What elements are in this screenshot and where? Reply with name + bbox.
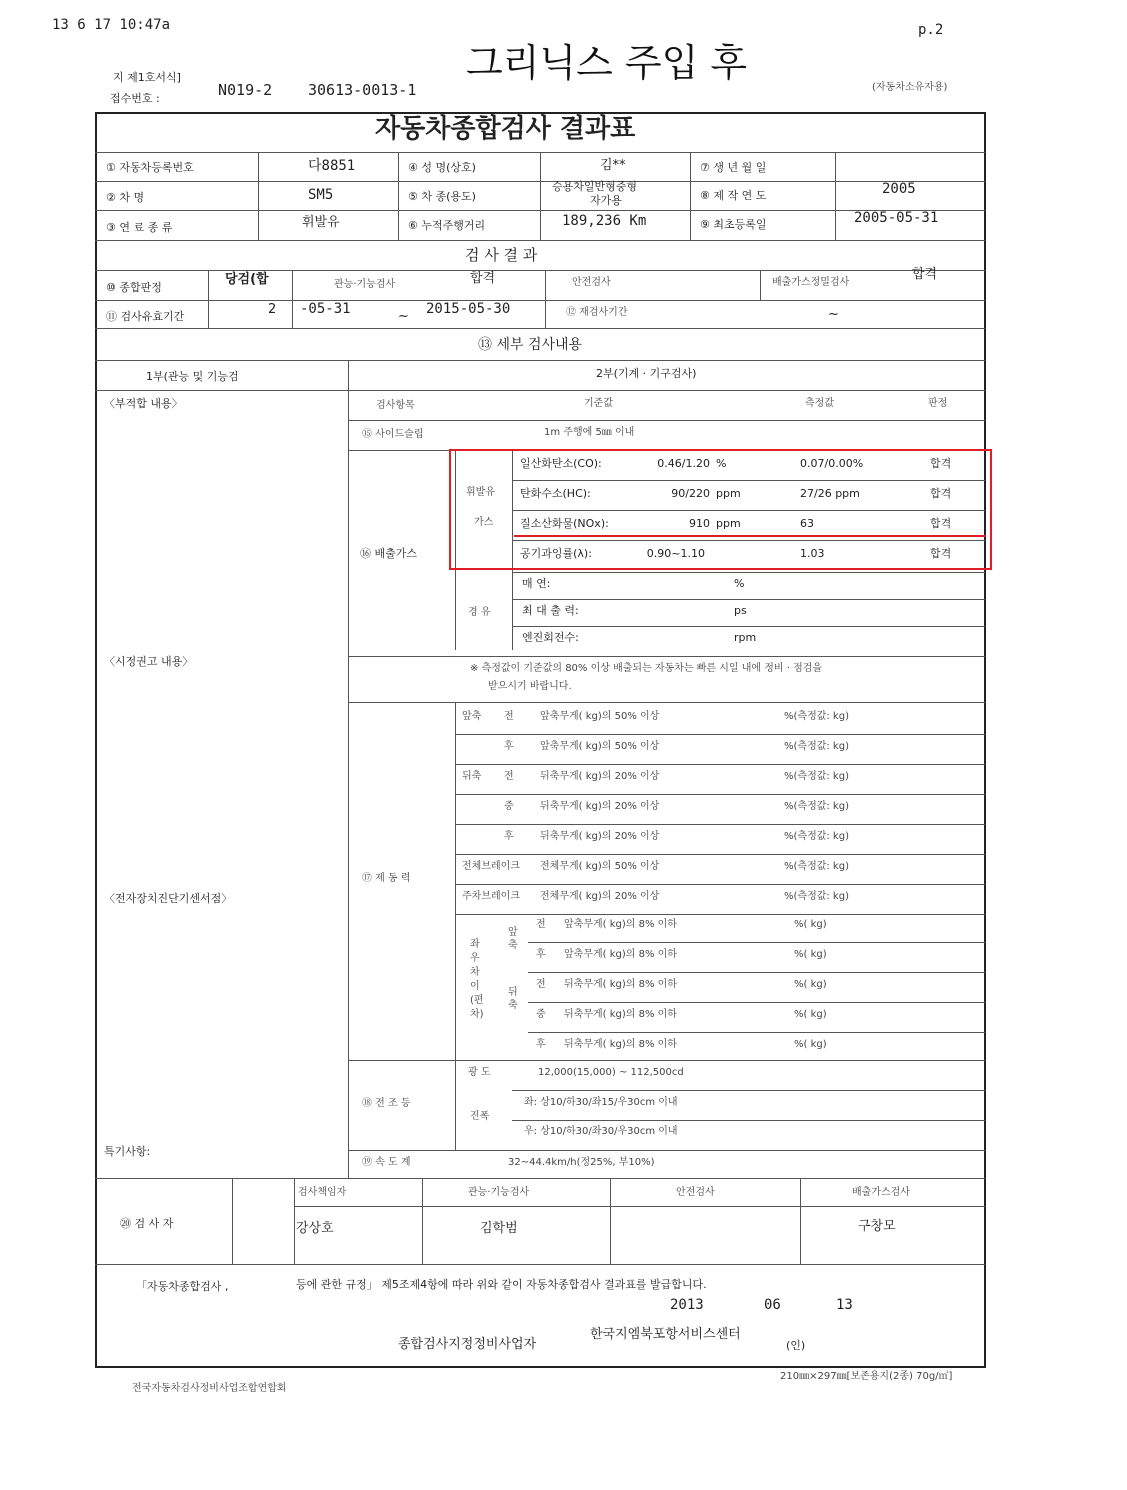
emission-judgment: 합격 — [930, 457, 952, 470]
func-inspection-value: 합격 — [470, 271, 496, 286]
validity-label: ⑪ 검사유효기간 — [106, 310, 185, 323]
warning-line-2: 받으시기 바랍니다. — [488, 681, 572, 692]
model-label: ② 차 명 — [106, 191, 145, 204]
detail-title: ⑬ 세부 검사내용 — [478, 337, 583, 353]
brake-measured: %(측정값: kg) — [784, 891, 849, 902]
issue-year: 2013 — [670, 1297, 704, 1313]
rule — [455, 764, 985, 765]
emission-measured: 27/26 ppm — [800, 487, 860, 500]
side-slip-standard: 1m 주행에 5㎜ 이내 — [544, 427, 635, 438]
diesel-unit: ps — [734, 604, 747, 617]
col-item: 검사항목 — [376, 400, 415, 411]
lux-label: 광 도 — [468, 1067, 491, 1078]
validity-tilde: ~ — [398, 309, 409, 324]
fuel-label: ③ 연 료 종 류 — [106, 221, 173, 234]
rule — [95, 328, 985, 329]
issue-month: 06 — [764, 1297, 781, 1313]
mileage-value: 189,236 Km — [562, 213, 647, 229]
lr-measured: %( kg) — [794, 919, 827, 930]
diesel-unit: rpm — [734, 631, 757, 644]
col-judgment: 판정 — [928, 398, 948, 409]
rule — [95, 270, 985, 271]
exhaust-label: ⑯ 배출가스 — [360, 547, 418, 560]
emission-judgment: 합격 — [930, 517, 952, 530]
mileage-label: ⑥ 누적주행거리 — [408, 219, 486, 232]
emission-standard: 90/220 — [671, 487, 710, 500]
rule — [292, 270, 293, 328]
lr-standard: 앞축무게( kg)의 8% 이하 — [564, 949, 677, 960]
col-standard: 기준값 — [584, 398, 613, 409]
emission-item: 탄화수소(HC): — [520, 487, 591, 500]
rule — [528, 942, 985, 943]
lr-position: 후 — [536, 1039, 546, 1050]
aim-left: 좌: 상10/하30/좌15/우30cm 이내 — [524, 1097, 678, 1108]
brake-position: 중 — [504, 801, 514, 812]
validity-from: -05-31 — [300, 301, 351, 317]
rule — [455, 702, 456, 1062]
validity-to: 2015-05-30 — [426, 301, 511, 317]
lr-position: 전 — [536, 979, 546, 990]
rule — [455, 914, 985, 915]
validity-prefix: 2 — [268, 302, 277, 317]
owner-name-value: 김** — [600, 158, 626, 173]
speedometer-label: ⑲ 속 도 계 — [362, 1157, 411, 1168]
receipt-number-a: N019-2 — [218, 81, 273, 99]
recheck-value: ~ — [828, 307, 839, 322]
lr-measured: %( kg) — [794, 949, 827, 960]
diesel-item: 엔진회전수: — [522, 631, 579, 644]
rule — [455, 1060, 456, 1150]
lr-axle: 앞축 — [508, 927, 518, 951]
aim-right: 우: 상10/하30/좌30/우30cm 이내 — [524, 1126, 678, 1137]
owner-name-label: ④ 성 명(상호) — [408, 161, 476, 174]
lr-position: 후 — [536, 949, 546, 960]
brake-standard: 전체무게( kg)의 20% 이상 — [540, 891, 660, 902]
side-slip-label: ⑮ 사이드슬립 — [362, 429, 424, 440]
car-type-value-1: 승용차일반형중형 — [552, 180, 638, 193]
rule — [512, 572, 985, 573]
rule — [208, 270, 209, 328]
rule — [540, 152, 541, 240]
brake-position: 전 — [504, 771, 514, 782]
rule — [528, 1002, 985, 1003]
brake-standard: 뒤축무게( kg)의 20% 이상 — [540, 831, 660, 842]
emission-item: 질소산화물(NOx): — [520, 517, 609, 530]
rule — [258, 152, 259, 240]
lr-measured: %( kg) — [794, 1039, 827, 1050]
diesel-item: 매 연: — [522, 577, 551, 590]
brake-standard: 뒤축무게( kg)의 20% 이상 — [540, 771, 660, 782]
statement-b: 등에 관한 규정」 제5조제4항에 따라 위와 같이 자동차종합검사 결과표를 발급합니다. — [296, 1278, 707, 1291]
diesel-label: 경 유 — [468, 607, 491, 618]
rule — [512, 626, 985, 627]
emission-unit: % — [716, 457, 727, 470]
manager-name: 강상호 — [296, 1221, 334, 1236]
rule — [294, 1206, 985, 1207]
brake-measured: %(측정값: kg) — [784, 711, 849, 722]
headlight-label: ⑱ 전 조 등 — [362, 1098, 411, 1109]
brake-measured: %(측정값: kg) — [784, 741, 849, 752]
rule — [422, 1178, 423, 1264]
copy-note: (자동차소유자용) — [872, 82, 948, 93]
results-title: 검 사 결 과 — [465, 246, 538, 264]
brake-measured: %(측정값: kg) — [784, 861, 849, 872]
brake-standard: 앞축무게( kg)의 50% 이상 — [540, 711, 660, 722]
brake-axle: 뒤축 — [462, 771, 482, 782]
issue-day: 13 — [836, 1297, 853, 1313]
col-func-inspection: 관능·기능검사 — [468, 1187, 530, 1198]
emission-standard: 0.90~1.10 — [646, 547, 705, 560]
lr-standard: 앞축무게( kg)의 8% 이하 — [564, 919, 677, 930]
unfit-heading: 〈부적합 내용〉 — [104, 397, 183, 410]
car-type-value-2: 자가용 — [590, 194, 622, 207]
emission-judgment: 합격 — [930, 547, 952, 560]
brake-standard: 뒤축무게( kg)의 20% 이상 — [540, 801, 660, 812]
emission-item: 공기과잉률(λ): — [520, 547, 592, 560]
rule — [348, 1150, 985, 1151]
recommend-heading: 〈시정권고 내용〉 — [104, 655, 194, 668]
rule — [455, 794, 985, 795]
gasoline-label: 휘발유 — [466, 487, 495, 498]
emission-measured: 1.03 — [800, 547, 825, 560]
model-value: SM5 — [308, 187, 334, 203]
part2-title: 2부(기계 · 기구검사) — [596, 367, 697, 380]
paper-spec: 210㎜×297㎜[보존용지(2종) 70g/㎡] — [780, 1371, 953, 1382]
brake-measured: %(측정값: kg) — [784, 801, 849, 812]
receipt-number-b: 30613-0013-1 — [308, 81, 417, 99]
col-measured: 측정값 — [805, 398, 834, 409]
highlight-box — [449, 449, 992, 570]
lr-standard: 뒤축무게( kg)의 8% 이하 — [564, 1039, 677, 1050]
emission-inspector-name: 구창모 — [858, 1219, 896, 1234]
rule — [835, 152, 836, 240]
lux-value: 12,000(15,000) ~ 112,500cd — [538, 1067, 684, 1078]
emission-judgment: 합격 — [930, 487, 952, 500]
rule — [348, 420, 985, 421]
overall-judgment-label: ⑩ 종합판정 — [106, 281, 162, 294]
page-number: p.2 — [918, 22, 944, 38]
rule — [512, 599, 985, 600]
emission-measured: 63 — [800, 517, 814, 530]
fax-timestamp: 13 6 17 10:47a — [52, 17, 171, 33]
rule — [95, 390, 985, 391]
emission-item: 일산화탄소(CO): — [520, 457, 602, 470]
rule — [348, 360, 349, 1178]
special-notes: 특기사항: — [104, 1145, 151, 1158]
brake-axle: 전체브레이크 — [462, 861, 520, 872]
issuer-name: 한국지엠북포항서비스센터 — [590, 1327, 741, 1342]
rule — [348, 656, 985, 657]
receipt-label: 접수번호 : — [110, 92, 160, 105]
rule — [455, 884, 985, 885]
lr-position: 중 — [536, 1009, 546, 1020]
func-inspection-label: 관능·기능검사 — [334, 279, 396, 290]
recheck-label: ⑫ 재검사기간 — [566, 307, 628, 318]
issuer-stamp: (인) — [786, 1339, 806, 1352]
rule — [528, 972, 985, 973]
emission-inspection-value: 합격 — [912, 267, 938, 282]
fuel-value: 휘발유 — [302, 215, 340, 230]
statement-a: 「자동차종합검사 , — [136, 1280, 229, 1293]
birthdate-label: ⑦ 생 년 월 일 — [700, 161, 767, 174]
emission-measured: 0.07/0.00% — [800, 457, 864, 470]
part1-title: 1부(관능 및 기능검 — [146, 370, 239, 383]
brake-measured: %(측정값: kg) — [784, 771, 849, 782]
rule — [232, 1178, 233, 1264]
rule — [95, 1264, 985, 1265]
brake-measured: %(측정값: kg) — [784, 831, 849, 842]
func-inspector-name: 김학범 — [480, 1221, 518, 1236]
col-safety-inspection: 안전검사 — [676, 1187, 715, 1198]
rule — [690, 152, 691, 240]
rule — [455, 734, 985, 735]
lr-difference-label: 좌우차이(편차) — [470, 939, 484, 1020]
reg-no-label: ① 자동차등록번호 — [106, 161, 194, 174]
brake-standard: 앞축무게( kg)의 50% 이상 — [540, 741, 660, 752]
gas-label: 가스 — [474, 517, 494, 528]
brake-label: ⑰ 제 동 력 — [362, 873, 411, 884]
rule — [760, 270, 761, 300]
rule — [528, 1032, 985, 1033]
association-name: 전국자동차검사정비사업조합연합회 — [132, 1383, 287, 1394]
diesel-item: 최 대 출 력: — [522, 604, 579, 617]
lr-standard: 뒤축무게( kg)의 8% 이하 — [564, 1009, 677, 1020]
form-number: 지 제1호서식] — [113, 71, 181, 84]
rule — [512, 1090, 985, 1091]
issuer-label: 종합검사지정정비사업자 — [398, 1337, 537, 1352]
rule — [398, 152, 399, 240]
first-reg-value: 2005-05-31 — [854, 210, 939, 226]
rule — [294, 1178, 295, 1264]
emission-standard: 0.46/1.20 — [657, 457, 710, 470]
safety-inspection-label: 안전검사 — [572, 277, 611, 288]
brake-axle: 앞축 — [462, 711, 482, 722]
speedometer-value: 32~44.4km/h(정25%, 부10%) — [508, 1157, 655, 1168]
overall-judgment-value: 당검(합 — [225, 272, 269, 287]
rule — [348, 1060, 985, 1061]
lr-standard: 뒤축무게( kg)의 8% 이하 — [564, 979, 677, 990]
model-year-label: ⑧ 제 작 연 도 — [700, 189, 767, 202]
rule — [455, 854, 985, 855]
rule — [348, 702, 985, 703]
emission-unit: ppm — [716, 487, 741, 500]
emission-standard: 910 — [689, 517, 710, 530]
emission-inspection-label: 배출가스정밀검사 — [772, 277, 850, 288]
rule — [95, 1178, 985, 1179]
col-emission-inspection: 배출가스검사 — [852, 1187, 910, 1198]
reg-no-value: 다8851 — [308, 158, 356, 174]
emission-unit: ppm — [716, 517, 741, 530]
highlight-underline — [514, 535, 986, 537]
frame-bottom — [95, 1366, 985, 1368]
first-reg-label: ⑨ 최초등록일 — [700, 218, 767, 231]
brake-position: 전 — [504, 711, 514, 722]
col-manager: 검사책임자 — [298, 1187, 347, 1198]
rule — [455, 824, 985, 825]
warning-line-1: ※ 측정값이 기준값의 80% 이상 배출되는 자동차는 빠른 시일 내에 정비 · 점검을 — [470, 663, 823, 674]
rule — [545, 270, 546, 328]
rule — [95, 300, 985, 301]
lr-measured: %( kg) — [794, 1009, 827, 1020]
brake-axle: 주차브레이크 — [462, 891, 520, 902]
aim-label: 진폭 — [470, 1111, 490, 1122]
rule — [800, 1178, 801, 1264]
lr-measured: %( kg) — [794, 979, 827, 990]
brake-standard: 전체무게( kg)의 50% 이상 — [540, 861, 660, 872]
model-year-value: 2005 — [882, 181, 916, 197]
rule — [610, 1178, 611, 1264]
page-heading: 그리닉스 주입 후 — [466, 41, 748, 85]
diesel-unit: % — [734, 577, 745, 590]
inspector-label: ⑳ 검 사 자 — [120, 1217, 174, 1230]
brake-position: 후 — [504, 831, 514, 842]
form-title: 자동차종합검사 결과표 — [375, 114, 636, 144]
rule — [95, 240, 985, 241]
rule — [95, 360, 985, 361]
electronic-heading: 〈전자장치진단기센서점〉 — [104, 892, 233, 905]
lr-axle: 뒤축 — [508, 987, 518, 1011]
brake-position: 후 — [504, 741, 514, 752]
rule — [512, 1120, 985, 1121]
car-type-label: ⑤ 차 종(용도) — [408, 190, 476, 203]
lr-position: 전 — [536, 919, 546, 930]
